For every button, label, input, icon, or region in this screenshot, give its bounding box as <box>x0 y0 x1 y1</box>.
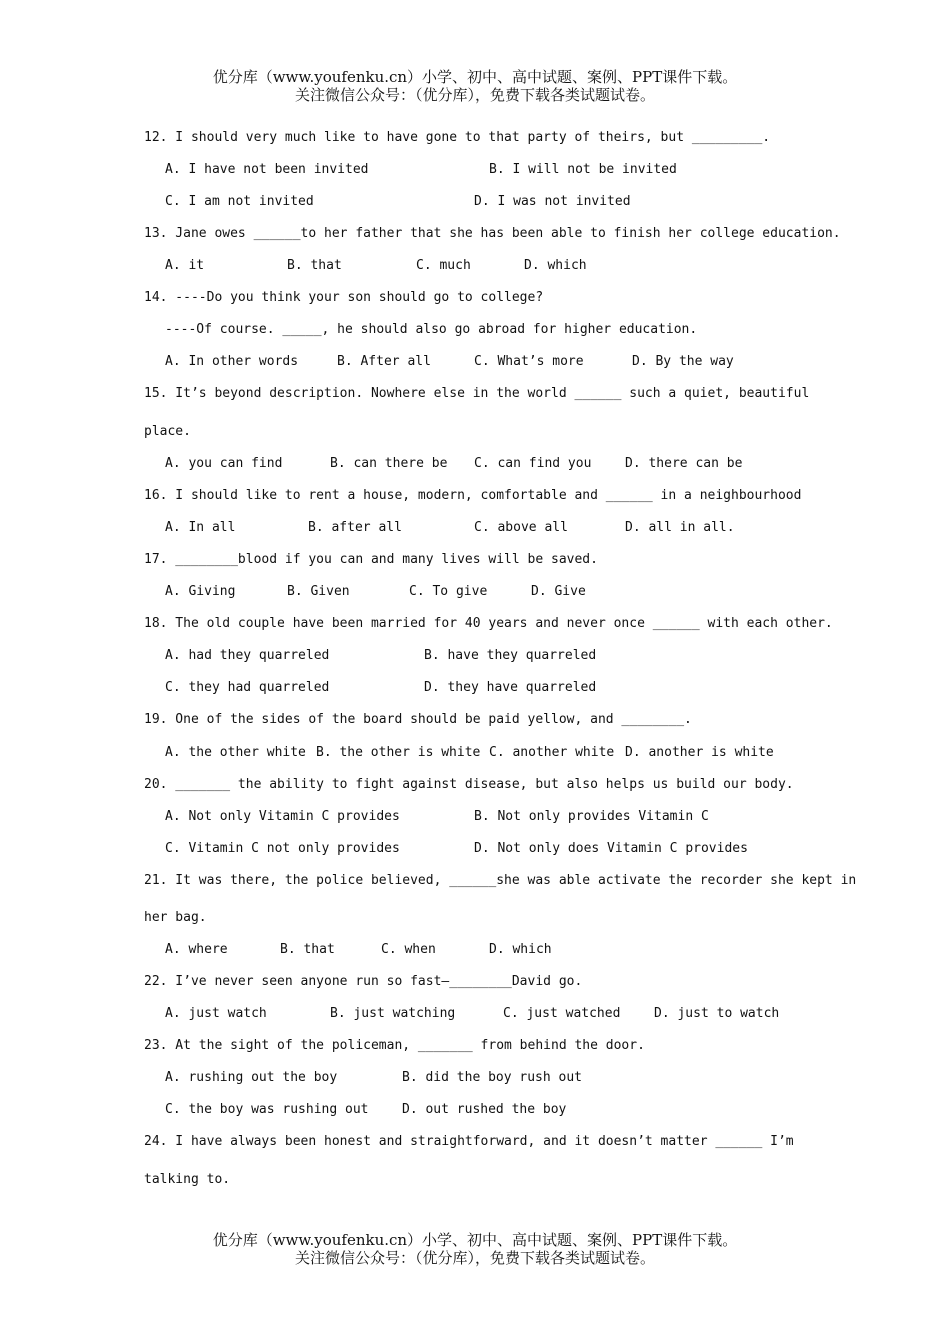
question-18-stem: 18. The old couple have been married for 40 years and never once ______ with each other. <box>144 616 833 631</box>
option-19-c: C. another white <box>489 745 615 760</box>
header-line-2: 关注微信公众号：（优分库），免费下载各类试题试卷。 <box>294 86 655 104</box>
question-14-stem: 14. ----Do you think your son should go to college? <box>144 290 544 305</box>
question-22-stem: 22. I’ve never seen anyone run so fast—________David go. <box>144 974 583 989</box>
question-17-stem: 17. ________blood if you can and many lives will be saved. <box>144 552 598 567</box>
option-19-a: A. the other white <box>165 745 306 760</box>
option-14-d: D. By the way <box>632 354 734 369</box>
question-24-stem-cont: talking to. <box>144 1172 231 1187</box>
option-14-b: B. After all <box>337 354 431 369</box>
question-14-reply: ----Of course. _____, he should also go abroad for higher education. <box>165 322 698 337</box>
option-15-d: D. there can be <box>625 456 743 471</box>
option-17-c: C. To give <box>409 584 488 599</box>
question-13-stem: 13. Jane owes ______to her father that she has been able to finish her college education. <box>144 226 841 241</box>
option-21-b: B. that <box>280 942 335 957</box>
question-21-stem-cont: her bag. <box>144 910 207 925</box>
option-16-a: A. In all <box>165 520 236 535</box>
option-20-a: A. Not only Vitamin C provides <box>165 809 400 824</box>
option-14-c: C. What’s more <box>474 354 584 369</box>
question-12-stem: 12. I should very much like to have gone to that party of theirs, but _________. <box>144 130 771 145</box>
option-20-b: B. Not only provides Vitamin C <box>474 809 709 824</box>
option-19-d: D. another is white <box>625 745 774 760</box>
option-12-a: A. I have not been invited <box>165 162 369 177</box>
option-12-d: D. I was not invited <box>474 194 631 209</box>
option-18-c: C. they had quarreled <box>165 680 330 695</box>
option-20-c: C. Vitamin C not only provides <box>165 841 400 856</box>
option-16-d: D. all in all. <box>625 520 735 535</box>
option-23-d: D. out rushed the boy <box>402 1102 567 1117</box>
option-18-b: B. have they quarreled <box>424 648 597 663</box>
question-16-stem: 16. I should like to rent a house, modern, comfortable and ______ in a neighbourhood <box>144 488 802 503</box>
option-16-b: B. after all <box>308 520 402 535</box>
option-23-a: A. rushing out the boy <box>165 1070 338 1085</box>
option-19-b: B. the other is white <box>316 745 481 760</box>
option-22-d: D. just to watch <box>654 1006 780 1021</box>
option-22-b: B. just watching <box>330 1006 456 1021</box>
option-18-a: A. had they quarreled <box>165 648 330 663</box>
page-footer <box>0 1231 950 1267</box>
option-12-c: C. I am not invited <box>165 194 314 209</box>
option-14-a: A. In other words <box>165 354 299 369</box>
question-19-stem: 19. One of the sides of the board should be paid yellow, and ________. <box>144 712 692 727</box>
option-21-d: D. which <box>489 942 552 957</box>
option-13-c: C. much <box>416 258 471 273</box>
option-16-c: C. above all <box>474 520 568 535</box>
option-23-b: B. did the boy rush out <box>402 1070 583 1085</box>
option-15-a: A. you can find <box>165 456 283 471</box>
footer-line-1: 优分库（www.youfenku.cn）小学、初中、高中试题、案例、PPT课件下载。 <box>212 1231 738 1249</box>
option-21-c: C. when <box>381 942 436 957</box>
option-23-c: C. the boy was rushing out <box>165 1102 369 1117</box>
option-12-b: B. I will not be invited <box>489 162 677 177</box>
question-23-stem: 23. At the sight of the policeman, _______ from behind the door. <box>144 1038 645 1053</box>
option-17-d: D. Give <box>531 584 586 599</box>
option-13-b: B. that <box>287 258 342 273</box>
option-17-b: B. Given <box>287 584 350 599</box>
option-22-a: A. just watch <box>165 1006 267 1021</box>
option-17-a: A. Giving <box>165 584 236 599</box>
footer-line-2: 关注微信公众号：（优分库），免费下载各类试题试卷。 <box>294 1249 655 1267</box>
option-15-c: C. can find you <box>474 456 592 471</box>
option-22-c: C. just watched <box>503 1006 621 1021</box>
option-21-a: A. where <box>165 942 228 957</box>
question-20-stem: 20. _______ the ability to fight against disease, but also helps us build our body. <box>144 777 794 792</box>
option-13-d: D. which <box>524 258 587 273</box>
option-13-a: A. it <box>165 258 205 273</box>
header-line-1: 优分库（www.youfenku.cn）小学、初中、高中试题、案例、PPT课件下载。 <box>212 68 738 86</box>
question-21-stem: 21. It was there, the police believed, ______she was able activate the recorder she kept in <box>144 873 857 888</box>
question-15-stem-cont: place. <box>144 424 191 439</box>
question-15-stem: 15. It’s beyond description. Nowhere else in the world ______ such a quiet, beautiful <box>144 386 810 401</box>
option-20-d: D. Not only does Vitamin C provides <box>474 841 748 856</box>
option-18-d: D. they have quarreled <box>424 680 597 695</box>
question-24-stem: 24. I have always been honest and straightforward, and it doesn’t matter ______ I’m <box>144 1134 794 1149</box>
option-15-b: B. can there be <box>330 456 448 471</box>
